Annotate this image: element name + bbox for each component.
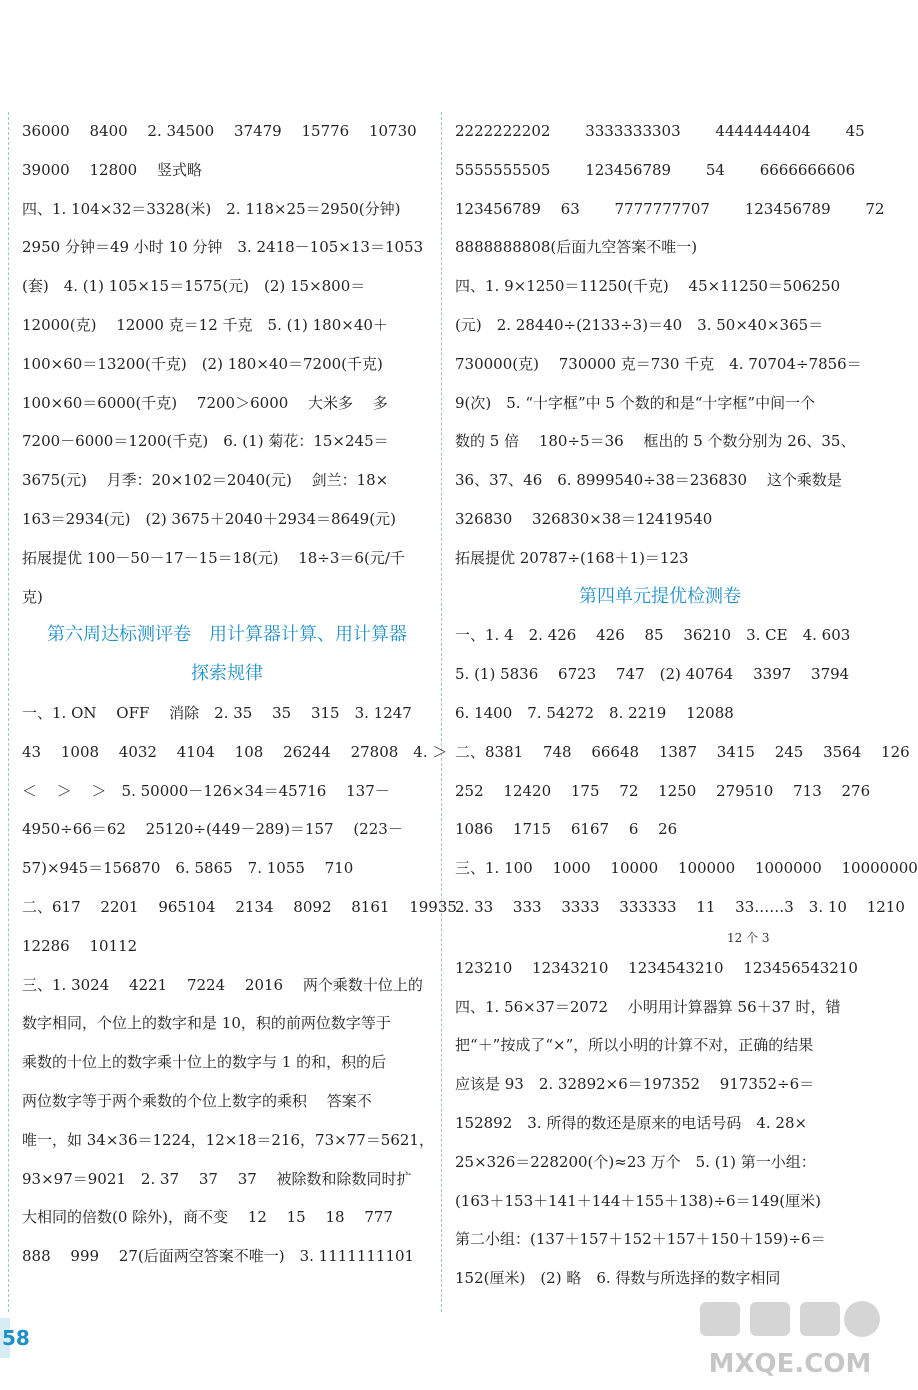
- unit4-answer-line: 123210 12343210 1234543210 123456543210: [455, 958, 858, 977]
- week6-answer-line: 乘数的十位上的数字乘十位上的数字与 1 的和，积的后: [22, 1053, 387, 1072]
- left-column: [22, 112, 457, 1276]
- unit4-answer-line: 252 12420 175 72 1250 279510 713 276: [455, 781, 871, 800]
- unit4-answer-line: (163＋153＋141＋144＋155＋138)÷6＝149(厘米): [455, 1191, 821, 1210]
- right-answer-line: 四、1. 9×1250＝11250(千克) 45×11250＝506250: [455, 277, 841, 296]
- page-number: 58: [2, 1326, 30, 1350]
- left-answer-line: 163＝2934(元) (2) 3675＋2040＋2934＝8649(元): [22, 509, 396, 528]
- left-answer-line: 39000 12800 竖式略: [22, 160, 202, 179]
- unit4-answer-line: 第二小组：(137＋157＋152＋157＋150＋159)÷6＝: [455, 1230, 826, 1249]
- unit4-answer-line: 把“＋”按成了“×”，所以小明的计算不对，正确的结果: [455, 1036, 814, 1055]
- left-answer-line: 100×60＝13200(千克) (2) 180×40＝7200(千克): [22, 354, 383, 373]
- week6-answer-line: 三、1. 3024 4221 7224 2016 两个乘数十位上的: [22, 975, 423, 994]
- section-title-week6-line1: 第六周达标测评卷 用计算器计算、用计算器: [47, 624, 407, 646]
- unit4-answer-line: 5. (1) 5836 6723 747 (2) 40764 3397 3794: [455, 665, 850, 684]
- column-divider: [441, 112, 442, 1312]
- week6-answer-line: 43 1008 4032 4104 108 26244 27808 4. ＞: [22, 742, 448, 761]
- right-answer-line: 拓展提优 20787÷(168＋1)＝123: [455, 548, 689, 567]
- unit4-answer-line: 1086 1715 6167 6 26: [455, 820, 678, 839]
- left-answer-line: 100×60＝6000(千克) 7200＞6000 大米多 多: [22, 393, 388, 412]
- week6-answer-line: 57)×945＝156870 6. 5865 7. 1055 710: [22, 859, 354, 878]
- left-answer-line: 四、1. 104×32＝3328(米) 2. 118×25＝2950(分钟): [22, 199, 401, 218]
- left-margin-divider: [8, 112, 9, 1312]
- week6-answer-line: ＜ ＞ ＞ 5. 50000－126×34＝45716 137－: [22, 781, 390, 800]
- left-answer-line: 拓展提优 100－50－17－15＝18(元) 18÷3＝6(元/千: [22, 548, 405, 567]
- watermark-text: MXQE.COM: [708, 1349, 872, 1379]
- week6-answer-line: 一、1. ON OFF 消除 2. 35 35 315 3. 1247: [22, 703, 412, 722]
- left-answer-line: 12000(克) 12000 克＝12 千克 5. (1) 180×40＋: [22, 315, 388, 334]
- left-answer-block: [22, 112, 432, 616]
- unit4-answer-line: 应该是 93 2. 32892×6＝197352 917352÷6＝: [455, 1075, 815, 1094]
- right-answer-line: 9(次) 5. “十字框”中 5 个数的和是“十字框”中间一个: [455, 393, 816, 412]
- right-answer-line: 8888888808(后面九空答案不唯一): [455, 238, 698, 257]
- unit4-answer-line: 一、1. 4 2. 426 426 85 36210 3. CE 4. 603: [455, 626, 851, 645]
- unit4-answer-line: 25×326＝228200(个)≈23 万个 5. (1) 第一小组：: [455, 1152, 816, 1171]
- unit4-answer-line: 6. 1400 7. 54272 8. 2219 12088: [455, 703, 734, 722]
- repeat-count-note: 12 个 3: [727, 930, 770, 945]
- right-answer-block: [455, 112, 885, 578]
- left-answer-line: 克): [22, 587, 43, 606]
- unit4-answer-line: 二、8381 748 66648 1387 3415 245 3564 126: [455, 742, 910, 761]
- week6-answer-line: 数字相同，个位上的数字和是 10，积的前两位数字等于: [22, 1014, 391, 1033]
- right-column: [455, 112, 918, 1298]
- unit4-answer-line: 152892 3. 所得的数还是原来的电话号码 4. 28×: [455, 1113, 808, 1132]
- right-answer-line: 数的 5 倍 180÷5＝36 框出的 5 个数分别为 26、35、: [455, 432, 856, 451]
- unit4-answer-line: 2. 33 333 3333 333333 11 33……3 3. 10 1210: [455, 897, 905, 916]
- left-answer-line: 3675(元) 月季：20×102＝2040(元) 剑兰：18×: [22, 471, 389, 490]
- week6-answer-line: 二、617 2201 965104 2134 8092 8161 19935: [22, 897, 457, 916]
- week6-answer-line: 两位数字等于两个乘数的个位上数字的乘积 答案不: [22, 1091, 372, 1110]
- right-answer-line: 123456789 63 7777777707 123456789 72: [455, 199, 885, 218]
- week6-answer-line: 大相同的倍数(0 除外)，商不变 12 15 18 777: [22, 1208, 393, 1227]
- left-answer-line: 7200－6000＝1200(千克) 6. (1) 菊花：15×245＝: [22, 432, 389, 451]
- right-answer-line: (元) 2. 28440÷(2133÷3)＝40 3. 50×40×365＝: [455, 315, 824, 334]
- left-answer-line: 36000 8400 2. 34500 37479 15776 10730: [22, 122, 417, 140]
- left-week6-answers: [22, 694, 457, 1276]
- left-answer-line: (套) 4. (1) 105×15＝1575(元) (2) 15×800＝: [22, 277, 366, 296]
- unit4-answer-line: 152(厘米) (2) 略 6. 得数与所选择的数字相同: [455, 1269, 781, 1288]
- watermark-logo: [690, 1296, 890, 1382]
- section-title-week6-line2: 探索规律: [191, 663, 263, 685]
- week6-answer-line: 4950÷66＝62 25120÷(449－289)＝157 (223－: [22, 820, 403, 839]
- right-answer-line: 730000(克) 730000 克＝730 千克 4. 70704÷7856＝: [455, 354, 862, 373]
- unit4-answer-line: 四、1. 56×37＝2072 小明用计算器算 56＋37 时，错: [455, 997, 841, 1016]
- right-answer-line: 2222222202 3333333303 4444444404 45: [455, 122, 865, 140]
- right-answer-line: 5555555505 123456789 54 6666666606: [455, 160, 856, 179]
- week6-answer-line: 888 999 27(后面两空答案不唯一) 3. 1111111101: [22, 1247, 415, 1266]
- week6-answer-line: 93×97＝9021 2. 37 37 37 被除数和除数同时扩: [22, 1169, 412, 1188]
- right-unit4-answers-part2: [455, 949, 865, 1298]
- week6-answer-line: 唯一，如 34×36＝1224，12×18＝216，73×77＝5621，: [22, 1130, 434, 1149]
- right-unit4-answers-part1: [455, 616, 918, 926]
- section-title-unit4: 第四单元提优检测卷: [579, 585, 741, 607]
- right-answer-line: 36、37、46 6. 8999540÷38＝236830 这个乘数是: [455, 471, 842, 490]
- week6-answer-line: 12286 10112: [22, 936, 138, 955]
- right-answer-line: 326830 326830×38＝12419540: [455, 509, 713, 528]
- left-answer-line: 2950 分钟＝49 小时 10 分钟 3. 2418－105×13＝1053: [22, 238, 424, 257]
- unit4-answer-line: 三、1. 100 1000 10000 100000 1000000 10000000: [455, 859, 918, 878]
